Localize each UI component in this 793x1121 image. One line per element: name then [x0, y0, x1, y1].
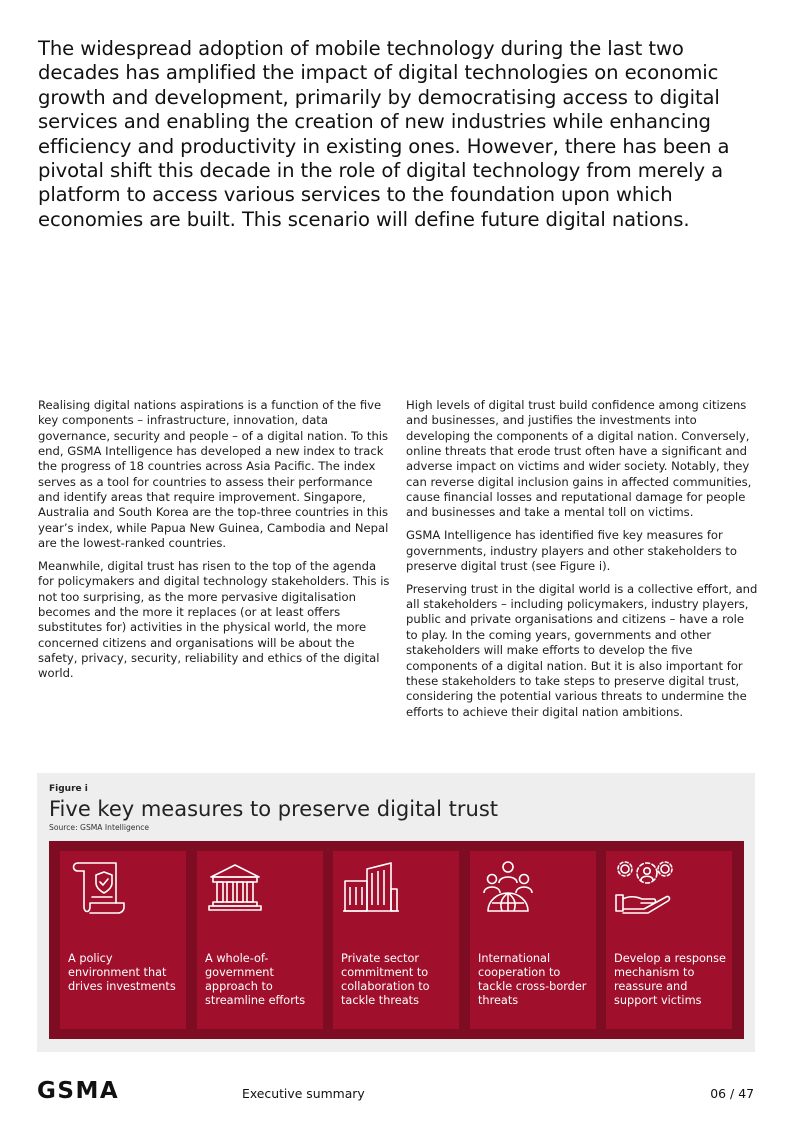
page-current: 06	[710, 1086, 727, 1101]
card-text: Private sector commitment to collaboration to tackle threats	[341, 952, 430, 1007]
figure-source: Source: GSMA Intelligence	[49, 823, 150, 832]
card-text: International cooperation to tackle cross-border threats	[478, 952, 587, 1007]
page-separator: /	[730, 1086, 735, 1101]
measure-card	[606, 851, 732, 1029]
people-globe-icon	[478, 859, 538, 915]
paragraph: Meanwhile, digital trust has risen to the top of the agenda for policymakers and digital technology stakeholders. This is not too surprising, as the more pervasive digitalisation becomes and the more it replaces (or at least offers substitutes for) activities in the physical world, the more concerned citizens and organisations will be about the safety, privacy, security, reliability and ethics of the digital world.	[38, 558, 390, 681]
figure-title: Five key measures to preserve digital trust	[49, 797, 499, 821]
measure-card	[197, 851, 323, 1029]
left-column	[38, 398, 390, 689]
gsma-logo: GSMA	[37, 1078, 120, 1104]
section-title: Executive summary	[242, 1086, 365, 1101]
card-text: A policy environment that drives investments	[68, 952, 176, 993]
policy-document-icon	[68, 859, 128, 915]
measure-card	[333, 851, 459, 1029]
card-text: A whole-of-government approach to streamline efforts	[205, 952, 306, 1007]
paragraph: Preserving trust in the digital world is a collective effort, and all stakeholders – including policymakers, industry players, public and private organisations and citizens – have a role to play. In the coming years, governments and other stakeholders will make efforts to develop the five components of a digital nation. But it is also important for these stakeholders to take steps to preserve digital trust, considering the potential various threats to undermine the efforts to achieve their digital nation ambitions.	[406, 581, 758, 719]
paragraph: High levels of digital trust build confidence among citizens and businesses, and justifies the investments into developing the components of a digital nation. Conversely, online threats that erode trust often have a significant and adverse impact on victims and wider society. Notably, they can reverse digital inclusion gains in affected communities, cause financial losses and reputational damage for people and businesses and take a mental toll on victims.	[406, 398, 752, 520]
measure-card	[60, 851, 186, 1029]
card-text: Develop a response mechanism to reassure and support victims	[614, 952, 726, 1007]
page-total: 47	[738, 1086, 754, 1101]
page-footer	[0, 1078, 793, 1108]
paragraph: Realising digital nations aspirations is a function of the five key components – infrastructure, innovation, data governance, security and people – of a digital nation. To this end, GSMA Intelligence has developed a new index to track the progress of 18 countries across Asia Pacific. The index serves as a tool for countries to assess their performance and identify areas that require improvement. Singapore, Australia and South Korea are the top-three countries in this year’s index, while Papua New Guinea, Cambodia and Nepal are the lowest-ranked countries.	[38, 398, 389, 551]
figure-i	[37, 773, 755, 1052]
right-column	[406, 398, 758, 727]
paragraph: GSMA Intelligence has identified five key measures for governments, industry players and other stakeholders to preserve digital trust (see Figure i).	[406, 528, 737, 573]
measure-card	[470, 851, 596, 1029]
page-number	[710, 1086, 754, 1101]
measures-panel	[49, 841, 744, 1039]
figure-label: Figure i	[49, 784, 88, 794]
lead-paragraph: The widespread adoption of mobile technology during the last two decades has amplified the impact of digital technologies on economic growth and development, primarily by democratising access to digital services and enabling the creation of new industries while enhancing efficiency and productivity in existing ones. However, there has been a pivotal shift this decade in the role of digital technology from merely a platform to access various services to the foundation upon which economies are built. This scenario will define future digital nations.	[38, 37, 730, 231]
government-building-icon	[205, 859, 265, 915]
support-gears-hand-icon	[614, 859, 674, 915]
office-buildings-icon	[341, 859, 401, 915]
